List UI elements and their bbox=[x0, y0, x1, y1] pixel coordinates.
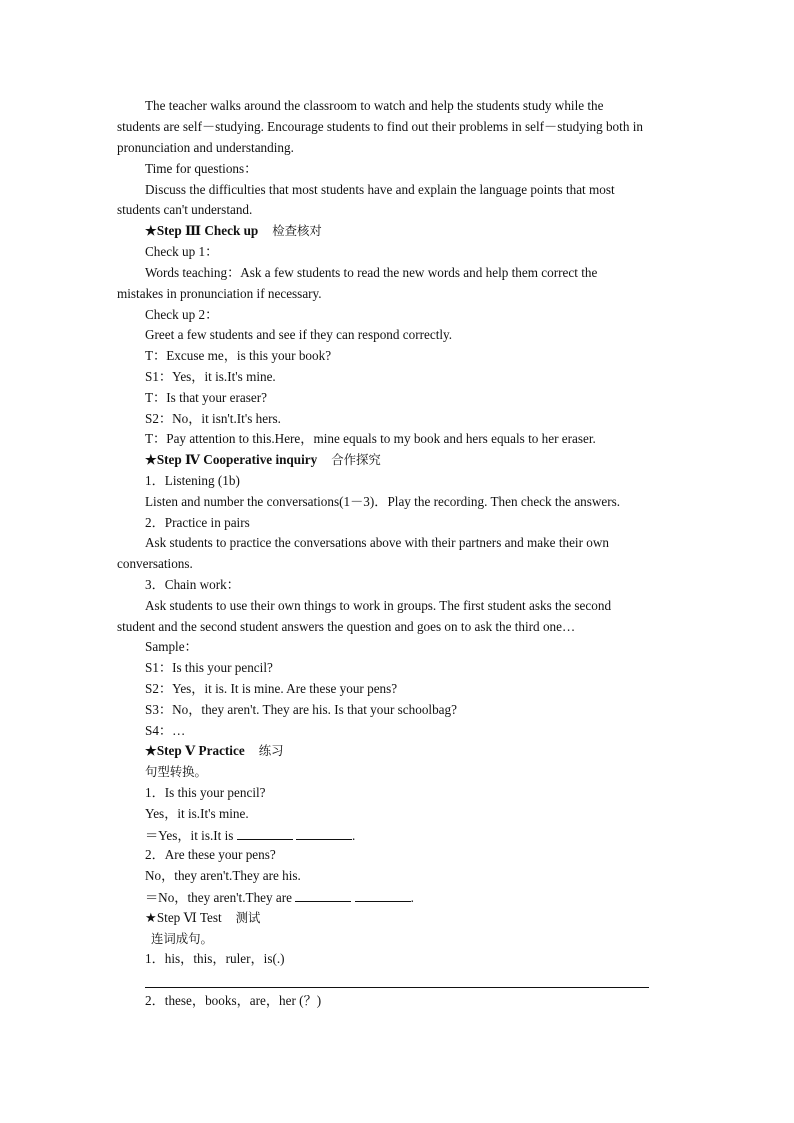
fill-blank[interactable] bbox=[355, 889, 411, 902]
step5-question-1-answer: Yes，it is.It's mine. bbox=[145, 806, 249, 821]
step5-question-2: 2．Are these your pens? bbox=[145, 847, 276, 862]
questions-paragraph-line-1: Discuss the difficulties that most students have and explain the language points that most bbox=[145, 182, 615, 197]
step5-instruction: 句型转换。 bbox=[145, 764, 207, 779]
fill-blank[interactable] bbox=[296, 827, 352, 840]
dialogue-line: T：Pay attention to this.Here，mine equals to my book and hers equals to her eraser. bbox=[145, 431, 596, 446]
step6-heading bbox=[145, 910, 260, 926]
dialogue-line: S1：Yes，it is.It's mine. bbox=[145, 369, 276, 384]
self-study-paragraph-line-3: pronunciation and understanding. bbox=[117, 140, 294, 155]
fill-blank[interactable] bbox=[237, 827, 293, 840]
check-up-2-label: Check up 2： bbox=[145, 307, 219, 322]
sample-label: Sample： bbox=[145, 639, 198, 654]
step3-heading-cn: 检查核对 bbox=[272, 223, 322, 238]
step5-heading-cn: 练习 bbox=[258, 743, 284, 758]
dialogue-line: T：Excuse me，is this your book? bbox=[145, 348, 332, 363]
check-up-1-label: Check up 1： bbox=[145, 244, 219, 259]
step5-question-1-rewrite bbox=[145, 827, 355, 844]
step5-question-2-rewrite bbox=[145, 889, 414, 906]
listening-description: Listen and number the conversations(1－3)．Play the recording. Then check the answers. bbox=[145, 494, 621, 509]
chain-work-item: 3．Chain work： bbox=[145, 577, 240, 592]
sample-line: S3：No，they aren't. They are his. Is that your schoolbag? bbox=[145, 702, 457, 717]
practice-pairs-description-line-2: conversations. bbox=[117, 556, 193, 571]
fill-blank[interactable] bbox=[295, 889, 351, 902]
rewrite-prefix: ＝No，they aren't.They are bbox=[145, 890, 293, 905]
step5-question-1: 1．Is this your pencil? bbox=[145, 785, 266, 800]
rewrite-period: . bbox=[352, 828, 356, 843]
sample-line: S4：… bbox=[145, 723, 186, 738]
questions-paragraph-line-2: students can't understand. bbox=[117, 202, 253, 217]
step3-heading bbox=[145, 223, 322, 239]
sample-line: S2：Yes，it is. It is mine. Are these your pens? bbox=[145, 681, 398, 696]
words-teaching-line-1: Words teaching：Ask a few students to read the new words and help them correct the bbox=[145, 265, 598, 280]
answer-line[interactable] bbox=[145, 987, 649, 988]
self-study-paragraph-line-1: The teacher walks around the classroom to watch and help the students study while the bbox=[145, 98, 604, 113]
chain-work-description-line-1: Ask students to use their own things to work in groups. The first student asks the second bbox=[145, 598, 612, 613]
chain-work-description-line-2: student and the second student answers the question and goes on to ask the third one… bbox=[117, 619, 576, 634]
sample-line: S1：Is this your pencil? bbox=[145, 660, 273, 675]
step4-heading-cn: 合作探究 bbox=[331, 452, 381, 467]
dialogue-line: T：Is that your eraser? bbox=[145, 390, 267, 405]
words-teaching-line-2: mistakes in pronunciation if necessary. bbox=[117, 286, 322, 301]
step5-heading bbox=[145, 743, 283, 759]
step6-heading-cn: 测试 bbox=[235, 910, 261, 925]
step4-heading-text: ★Step Ⅳ Cooperative inquiry bbox=[145, 452, 318, 467]
rewrite-period: . bbox=[410, 890, 414, 905]
step6-heading-text: ★Step Ⅵ Test bbox=[145, 910, 222, 925]
step4-heading bbox=[145, 452, 381, 468]
step5-question-2-answer: No，they aren't.They are his. bbox=[145, 868, 301, 883]
greet-instruction: Greet a few students and see if they can respond correctly. bbox=[145, 327, 453, 342]
step6-question-2: 2．these，books，are，her (？) bbox=[145, 993, 322, 1008]
rewrite-prefix: ＝Yes，it is.It is bbox=[145, 828, 234, 843]
step3-heading-text: ★Step Ⅲ Check up bbox=[145, 223, 259, 238]
practice-pairs-description-line-1: Ask students to practice the conversations above with their partners and make their own bbox=[145, 535, 609, 550]
step6-instruction: 连词成句。 bbox=[151, 931, 213, 946]
self-study-paragraph-line-2: students are self－studying. Encourage students to find out their problems in self－studying both in bbox=[117, 119, 643, 134]
step5-heading-text: ★Step Ⅴ Practice bbox=[145, 743, 245, 758]
listening-item: 1．Listening (1b) bbox=[145, 473, 240, 488]
step6-question-1: 1．his，this，ruler，is(.) bbox=[145, 951, 285, 966]
dialogue-line: S2：No，it isn't.It's hers. bbox=[145, 411, 281, 426]
practice-pairs-item: 2．Practice in pairs bbox=[145, 515, 250, 530]
questions-label: Time for questions： bbox=[145, 161, 258, 176]
